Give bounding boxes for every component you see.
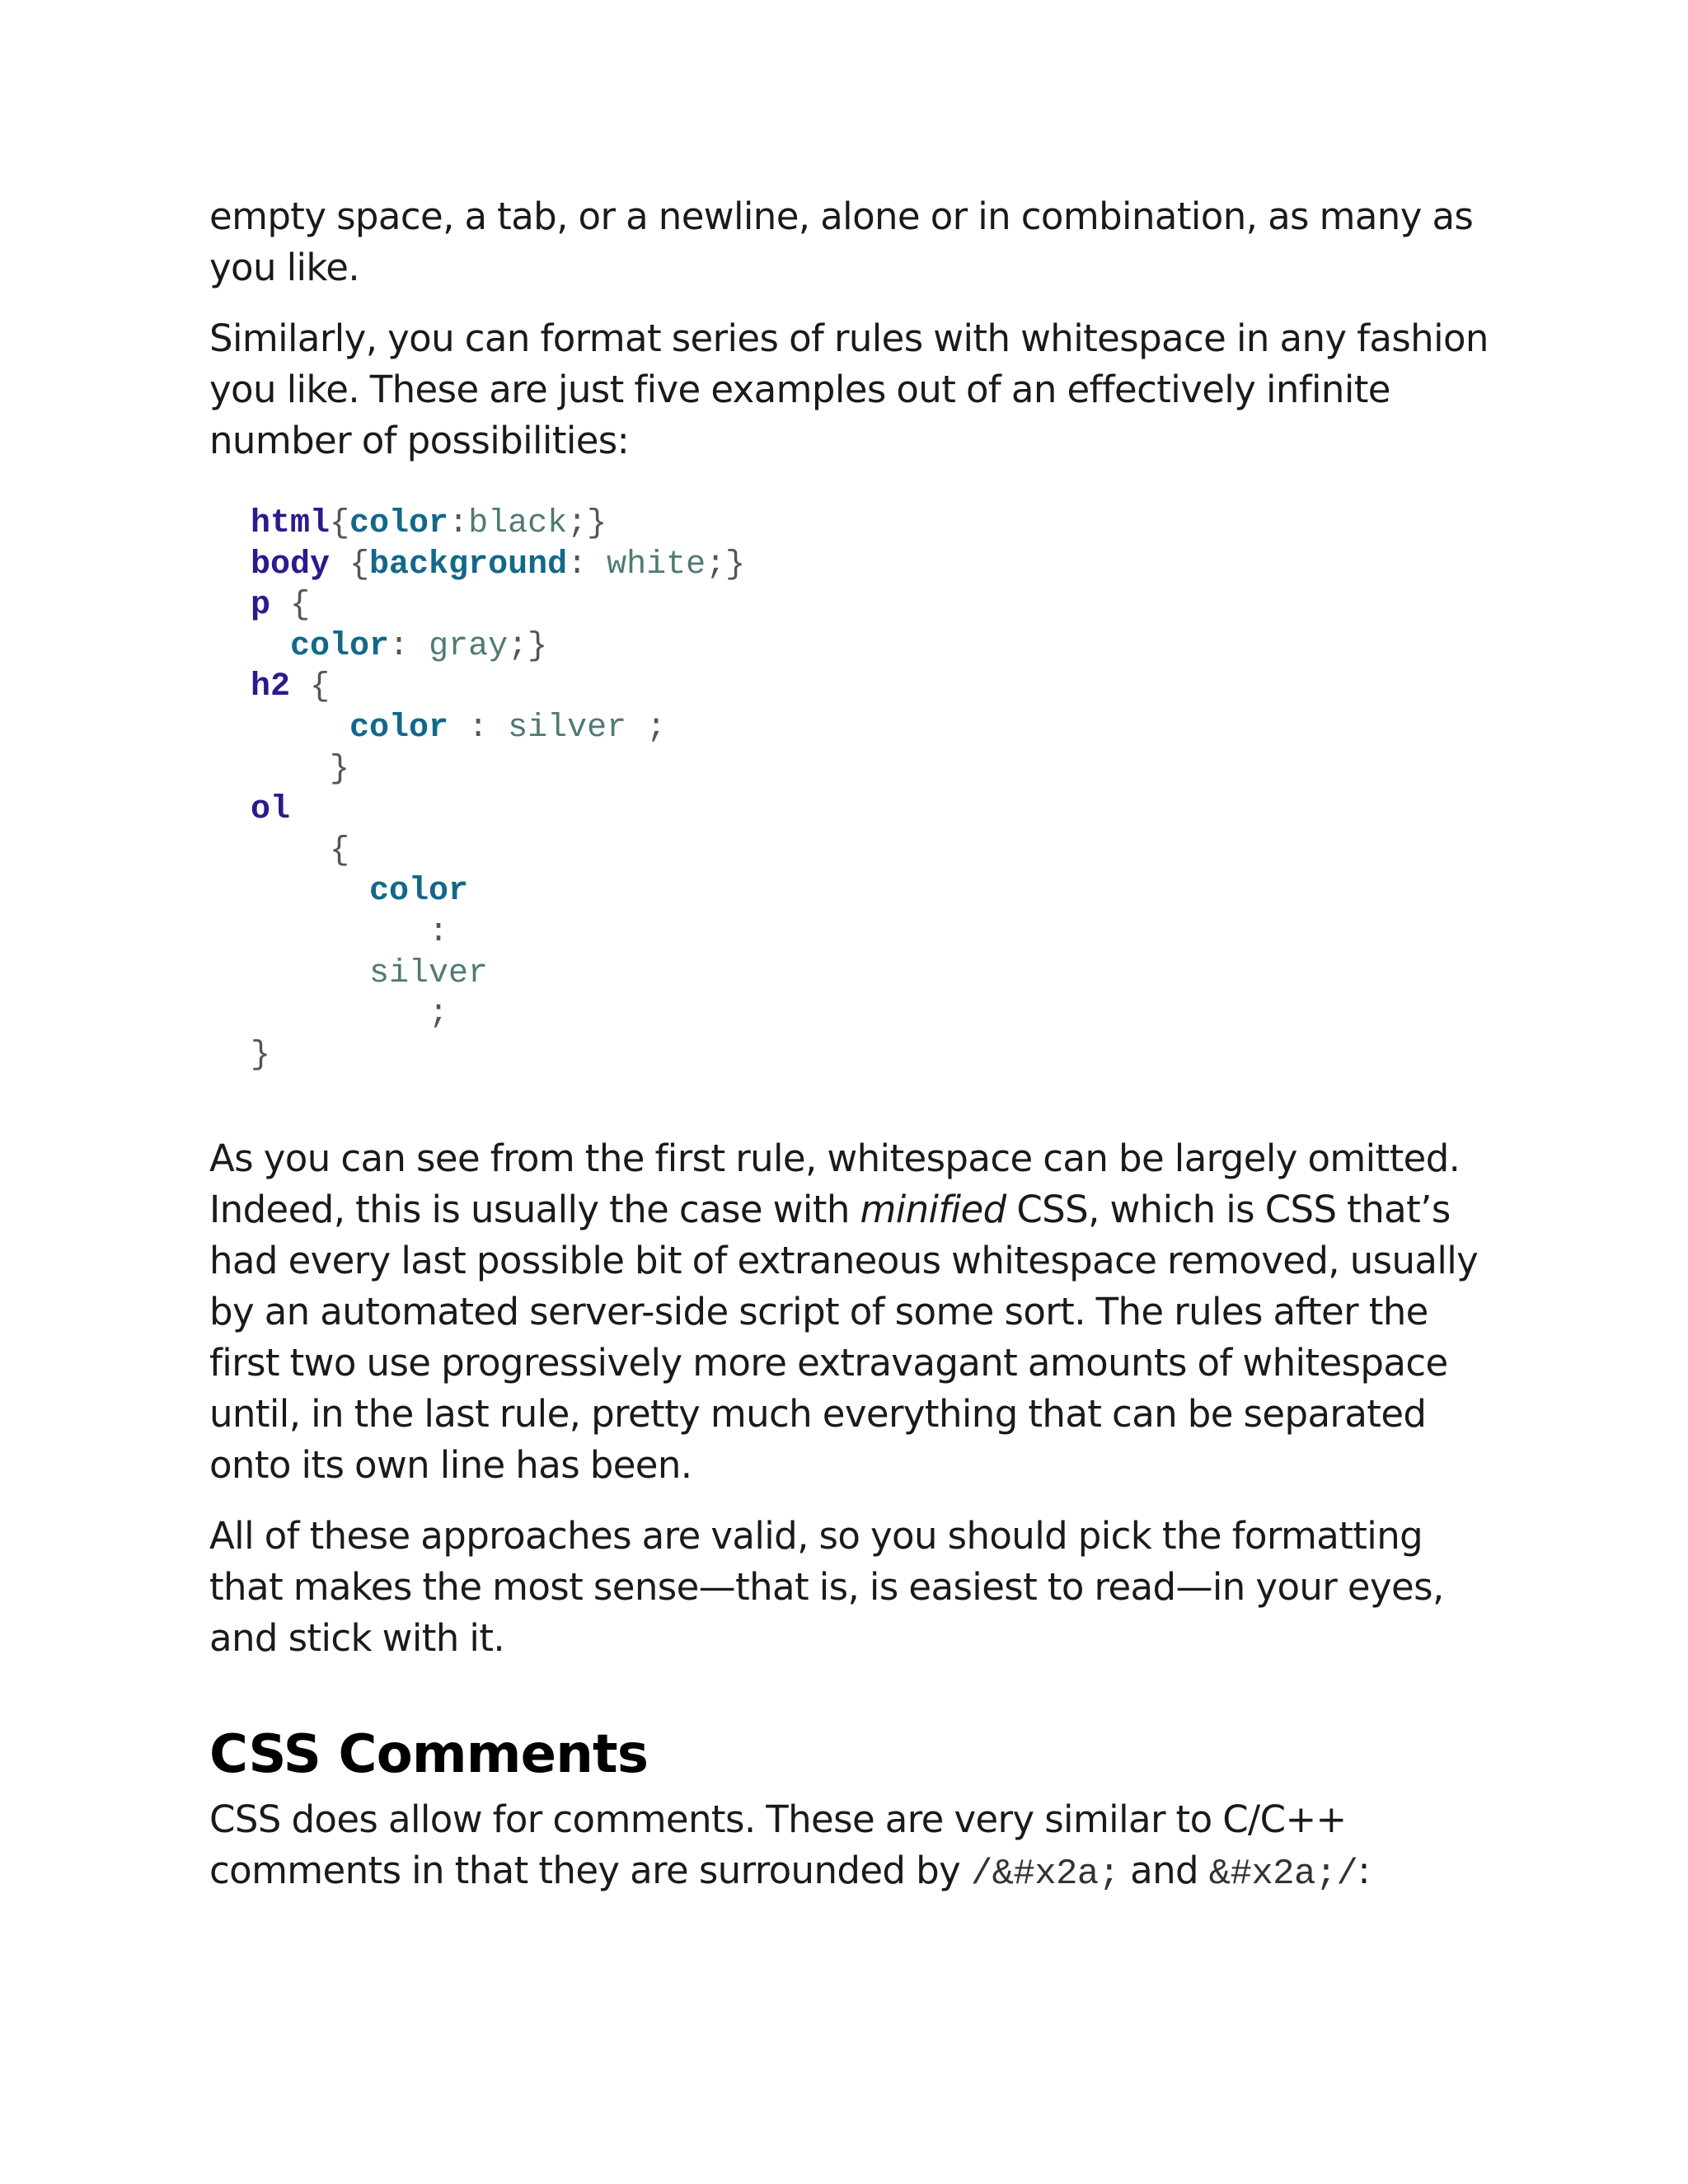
paragraph-formatting-examples: Similarly, you can format series of rules with whitespace in any fashion you like. These are just five examples out of an effectively infinite number of possibilities: [209,316,1489,462]
code-value-white: white [607,546,706,583]
inline-code-comment-open: /&#x2a; [970,1854,1120,1896]
code-selector-h2: h2 [251,668,291,706]
paragraph-comments-intro: CSS does allow for comments. These are very similar to C/C++ comments in that they are surrounded by /&#x2a; and &#x2a;/: [209,1797,1370,1896]
code-value-black: black [468,505,568,542]
code-property-color: color [349,709,449,747]
code-block-css-examples: html{color:black;} body {background: white;} p { color: gray;} h2 { color : silver ; } ol { color : silver ; } [251,505,746,1074]
paragraph-whitespace-intro: empty space, a tab, or a newline, alone or in combination, as many as you like. [209,194,1474,289]
paragraph-valid-approaches: All of these approaches are valid, so you should pick the formatting that makes the most sense—that is, is easiest to read—in your eyes, and stick with it. [209,1514,1444,1661]
code-selector-ol: ol [251,791,291,829]
code-property-color: color [349,505,449,542]
code-value-gray: gray [429,627,509,665]
code-property-background: background [369,546,568,583]
code-selector-body: body [251,546,331,583]
inline-code-comment-close: &#x2a;/ [1208,1854,1358,1896]
paragraph-minified-css: As you can see from the first rule, whitespace can be largely omitted. Indeed, this is usually the case with minified CSS, which is CSS that’s had every last possible bit of extraneous whitespace removed, usually by an automated server-side script of some sort. The rules after the first two use progressively more extravagant amounts of whitespace until, in the last rule, pretty much everything that can be separated onto its own line has been. [209,1137,1479,1488]
code-selector-p: p [251,587,271,625]
emphasis-minified: minified [860,1188,1006,1232]
code-property-color: color [290,627,390,665]
code-property-color: color [369,873,469,911]
code-selector-html: html [251,505,331,542]
code-value-silver: silver [369,954,489,992]
document-page [209,191,1495,1919]
code-value-silver: silver [508,709,627,747]
section-heading: CSS Comments [209,1724,649,1786]
